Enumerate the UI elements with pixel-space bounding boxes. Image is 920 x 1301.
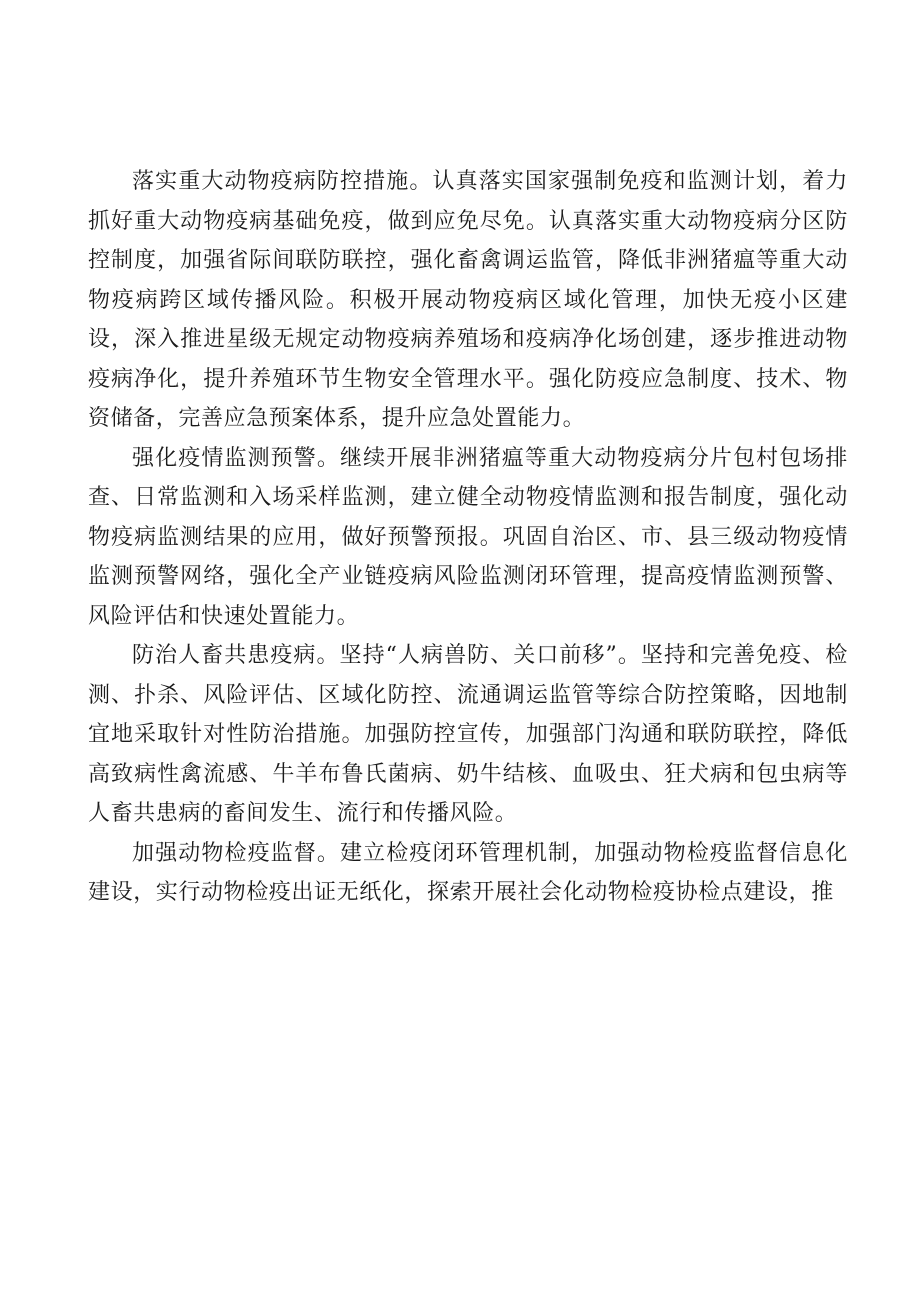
paragraph-zoonotic-disease-prevention: 防治人畜共患疫病。坚持“人病兽防、关口前移”。坚持和完善免疫、检测、扑杀、风险评估、区域化防控、流通调运监管等综合防控策略，因地制宜地采取针对性防治措施。加强防控宣传，加强部门沟通和联防联控，降低高致病性禽流感、牛羊布鲁氏菌病、奶牛结核、血吸虫、狂犬病和包虫病等人畜共患病的畜间发生、流行和传播风险。 <box>88 643 848 826</box>
paragraph-animal-disease-control: 落实重大动物疫病防控措施。认真落实国家强制免疫和监测计划，着力抓好重大动物疫病基础免疫，做到应免尽免。认真落实重大动物疫病分区防控制度，加强省际间联防联控，强化畜禽调运监管，降低非洲猪瘟等重大动物疫病跨区域传播风险。积极开展动物疫病区域化管理，加快无疫小区建设，深入推进星级无规定动物疫病养殖场和疫病净化场创建，逐步推进动物疫病净化，提升养殖环节生物安全管理水平。强化防疫应急制度、技术、物资储备，完善应急预案体系，提升应急处置能力。 <box>88 169 848 431</box>
paragraph-quarantine-supervision: 加强动物检疫监督。建立检疫闭环管理机制，加强动物检疫监督信息化建设，实行动物检疫出证无纸化，探索开展社会化动物检疫协检点建设，推 <box>88 840 848 905</box>
document-body <box>88 162 848 913</box>
paragraph-epidemic-monitoring: 强化疫情监测预警。继续开展非洲猪瘟等重大动物疫病分片包村包场排查、日常监测和入场采样监测，建立健全动物疫情监测和报告制度，强化动物疫病监测结果的应用，做好预警预报。巩固自治区、市、县三级动物疫情监测预警网络，强化全产业链疫病风险监测闭环管理，提高疫情监测预警、风险评估和快速处置能力。 <box>88 445 848 629</box>
